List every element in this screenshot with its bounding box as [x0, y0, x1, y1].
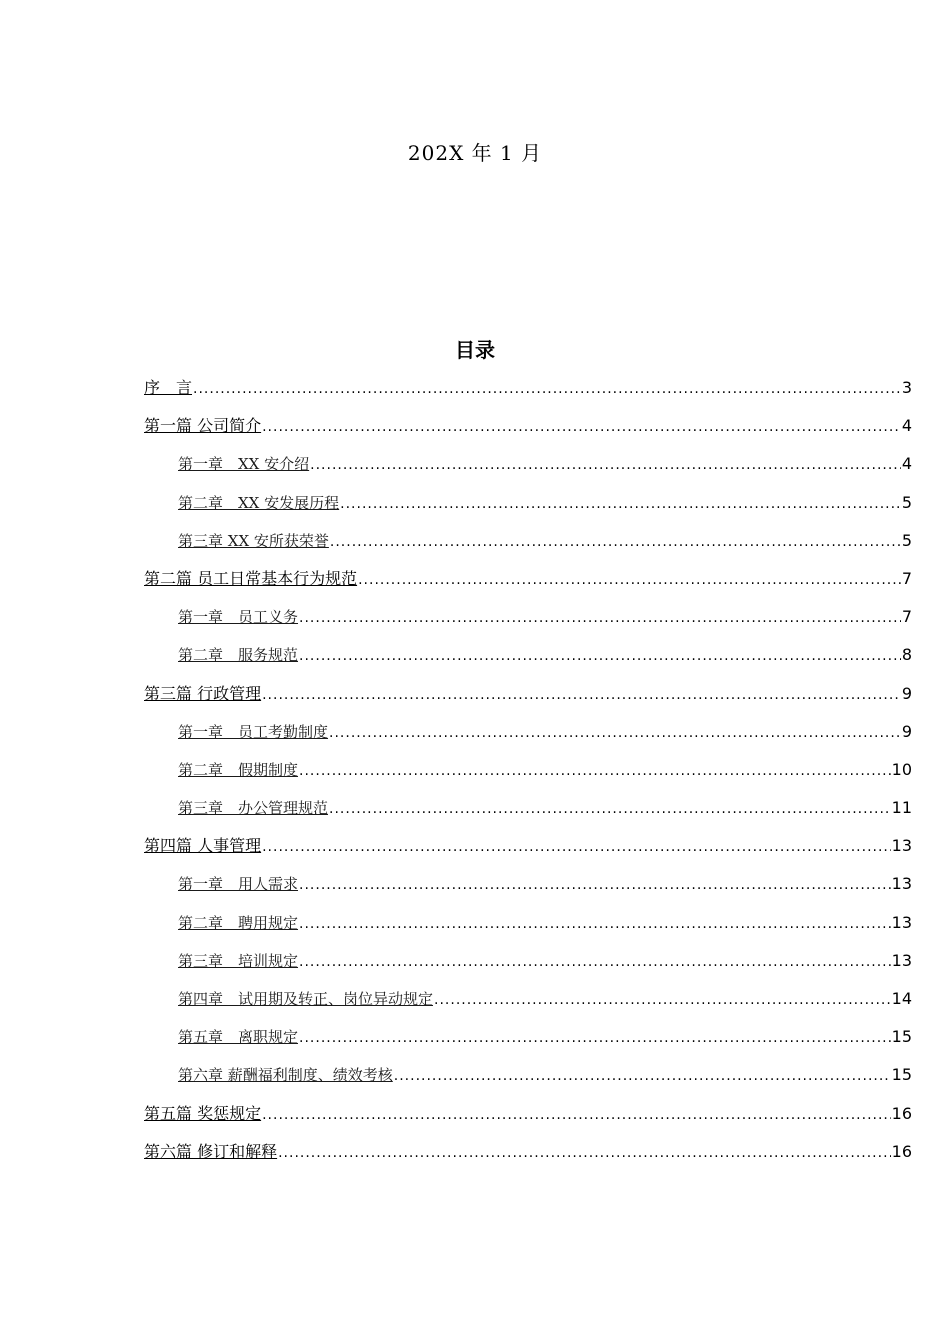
dot-leader: [262, 828, 891, 866]
toc-entry-page: 3: [901, 378, 912, 397]
toc-entry-label[interactable]: 第二章 假期制度: [178, 760, 299, 779]
dot-leader: [394, 1057, 891, 1095]
toc-entry-page: 8: [901, 645, 912, 665]
toc-entry-page: 16: [891, 1103, 912, 1123]
toc-entry-label[interactable]: 第二章 XX 安发展历程: [178, 493, 340, 512]
toc-entry-label[interactable]: 第一章 员工义务: [178, 608, 299, 627]
toc-entry-page: 7: [901, 568, 912, 588]
toc-entry-label[interactable]: 第四篇 人事管理: [144, 836, 262, 856]
dot-leader: [278, 1134, 891, 1172]
toc-entry[interactable]: [144, 1095, 912, 1133]
dot-leader: [262, 676, 901, 714]
toc-entry-page: 13: [891, 950, 912, 970]
toc-entry-page: 5: [901, 530, 912, 550]
cover-date: 202X 年 1 月: [407, 141, 543, 165]
toc-entry-label[interactable]: 第一章 员工考勤制度: [178, 722, 329, 741]
toc-entry[interactable]: [144, 522, 912, 560]
dot-leader: [299, 866, 891, 904]
toc-entry[interactable]: [144, 598, 912, 636]
toc-entry[interactable]: [144, 1133, 912, 1171]
dot-leader: [329, 790, 891, 828]
toc-entry-label[interactable]: 第五篇 奖惩规定: [144, 1103, 262, 1123]
toc-entry-label[interactable]: 第一章 用人需求: [178, 875, 299, 894]
toc-entry-page: 9: [901, 721, 912, 741]
toc-entry-label[interactable]: 第一篇 公司简介: [144, 416, 262, 436]
toc-entry[interactable]: [144, 751, 912, 789]
toc-entry-label[interactable]: 第四章 试用期及转正、岗位异动规定: [178, 990, 434, 1008]
toc-entry[interactable]: [144, 1056, 912, 1094]
toc-entry[interactable]: [144, 636, 912, 674]
toc-entry-label[interactable]: 第三章 XX 安所获荣誉: [178, 531, 329, 550]
toc-entry-page: 15: [891, 1027, 912, 1047]
toc-entry[interactable]: [144, 827, 912, 865]
dot-leader: [193, 370, 901, 408]
toc-entry[interactable]: [144, 904, 912, 942]
toc-entry-label[interactable]: 第五章 离职规定: [178, 1028, 299, 1047]
toc-entry-page: 13: [891, 874, 912, 894]
dot-leader: [299, 943, 891, 981]
dot-leader: [262, 408, 901, 446]
toc-entry-label[interactable]: 第二章 聘用规定: [178, 913, 299, 932]
dot-leader: [434, 981, 891, 1019]
toc-entry[interactable]: [144, 1018, 912, 1056]
toc-entry-page: 13: [891, 836, 912, 856]
toc-entry-label[interactable]: 第三章 办公管理规范: [178, 799, 329, 818]
toc-entry[interactable]: [144, 407, 912, 445]
toc-entry-page: 11: [891, 798, 912, 818]
dot-leader: [299, 1019, 891, 1057]
toc-entry-page: 13: [891, 912, 912, 932]
toc-entry-page: 5: [901, 492, 912, 512]
toc-entry-page: 14: [891, 989, 912, 1008]
toc-entry-label[interactable]: 第二章 服务规范: [178, 646, 299, 665]
dot-leader: [310, 446, 901, 484]
dot-leader: [299, 905, 891, 943]
dot-leader: [340, 485, 901, 523]
toc-entry[interactable]: [144, 942, 912, 980]
toc-entry[interactable]: [144, 675, 912, 713]
toc-entry[interactable]: [144, 484, 912, 522]
toc-entry-page: 9: [901, 683, 912, 703]
toc-entry-label[interactable]: 第六章 薪酬福利制度、绩效考核: [178, 1066, 393, 1085]
toc-entry[interactable]: [144, 560, 912, 598]
toc-entry-label[interactable]: 第三篇 行政管理: [144, 683, 262, 703]
dot-leader: [329, 714, 901, 752]
toc-entry[interactable]: [144, 789, 912, 827]
toc-entry[interactable]: [144, 865, 912, 903]
toc-entry[interactable]: [144, 713, 912, 751]
table-of-contents: [144, 369, 912, 1171]
dot-leader: [299, 752, 891, 790]
toc-entry-label[interactable]: 第六篇 修订和解释: [144, 1141, 278, 1161]
toc-title: 目录: [455, 338, 495, 362]
toc-entry-page: 4: [901, 454, 912, 474]
toc-entry[interactable]: [144, 980, 912, 1018]
toc-entry-label[interactable]: 序 言: [144, 378, 193, 397]
dot-leader: [358, 561, 901, 599]
toc-entry-page: 16: [891, 1141, 912, 1161]
toc-entry-label[interactable]: 第三章 培训规定: [178, 951, 299, 970]
dot-leader: [262, 1096, 891, 1134]
dot-leader: [299, 599, 901, 637]
toc-entry-label[interactable]: 第一章 XX 安介绍: [178, 455, 310, 474]
toc-entry-page: 15: [891, 1065, 912, 1085]
dot-leader: [299, 637, 901, 675]
toc-entry-page: 7: [901, 607, 912, 627]
toc-entry-page: 10: [891, 759, 912, 779]
toc-entry-label[interactable]: 第二篇 员工日常基本行为规范: [144, 568, 358, 588]
toc-entry[interactable]: [144, 369, 912, 407]
toc-entry[interactable]: [144, 445, 912, 483]
dot-leader: [330, 523, 901, 561]
toc-entry-page: 4: [901, 416, 912, 436]
